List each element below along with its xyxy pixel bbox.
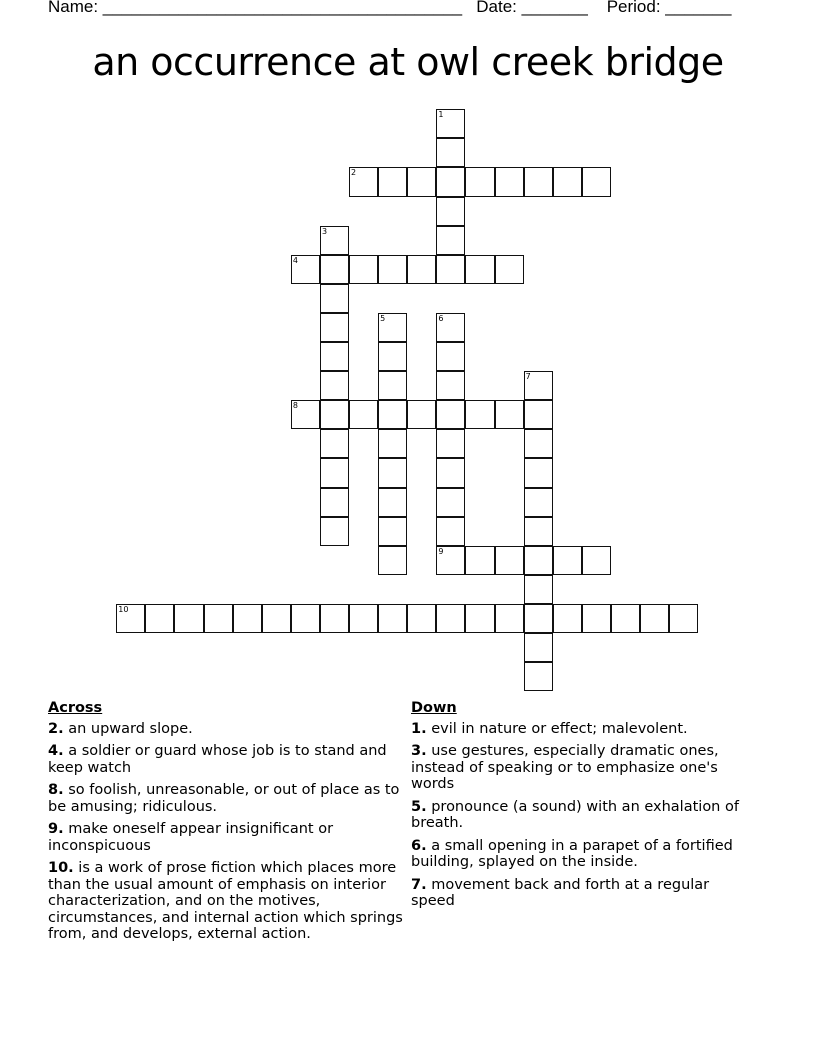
grid-cell[interactable]	[378, 429, 407, 458]
grid-cell[interactable]	[320, 313, 349, 342]
clue-text: is a work of prose fiction which places more than the usual amount of emphasis on interior characterization, and on the motives, circumstances, and internal action which springs from, and develops, external action.	[48, 860, 403, 942]
grid-cell[interactable]	[436, 458, 465, 487]
grid-cell[interactable]	[524, 488, 553, 517]
grid-cell[interactable]	[320, 342, 349, 371]
grid-cell[interactable]	[320, 371, 349, 400]
grid-cell[interactable]	[524, 458, 553, 487]
clue-number: 1.	[411, 720, 427, 737]
clue-text: a soldier or guard whose job is to stand and keep watch	[48, 743, 387, 776]
grid-cell[interactable]	[320, 255, 349, 284]
grid-cell[interactable]	[349, 255, 378, 284]
clue-text: make oneself appear insignificant or inconspicuous	[48, 821, 334, 854]
grid-cell[interactable]	[495, 167, 524, 196]
grid-cell[interactable]	[669, 604, 698, 633]
grid-cell[interactable]	[465, 255, 494, 284]
clue-number-label: 2	[351, 168, 357, 178]
grid-cell[interactable]	[436, 342, 465, 371]
clue-number: 4.	[48, 743, 64, 759]
grid-cell[interactable]	[436, 400, 465, 429]
grid-cell[interactable]	[378, 488, 407, 517]
clue-number-label: 6	[438, 313, 444, 323]
clue-number: 6.	[411, 837, 427, 854]
grid-cell[interactable]	[378, 604, 407, 633]
grid-cell[interactable]	[553, 546, 582, 575]
grid-cell[interactable]	[378, 400, 407, 429]
grid-cell[interactable]	[320, 284, 349, 313]
grid-cell[interactable]	[320, 488, 349, 517]
grid-cell[interactable]	[436, 138, 465, 167]
grid-cell[interactable]	[145, 604, 174, 633]
grid-cell[interactable]	[436, 546, 465, 575]
date-field-label[interactable]: Date: _______	[476, 0, 588, 16]
grid-cell[interactable]	[291, 400, 320, 429]
clue-across-9	[48, 821, 408, 854]
grid-cell[interactable]	[407, 604, 436, 633]
clue-number: 9.	[48, 821, 64, 837]
grid-cell[interactable]	[407, 400, 436, 429]
grid-cell[interactable]	[436, 371, 465, 400]
clue-across-2	[48, 721, 408, 738]
grid-cell[interactable]	[436, 517, 465, 546]
grid-cell[interactable]	[291, 255, 320, 284]
grid-cell[interactable]	[524, 371, 553, 400]
down-clues	[411, 700, 756, 916]
clue-text: pronounce (a sound) with an exhalation of breath.	[411, 798, 739, 831]
grid-cell[interactable]	[582, 546, 611, 575]
clue-number: 5.	[411, 798, 427, 815]
clue-number-label: 1	[438, 110, 444, 120]
clue-number: 3.	[411, 743, 427, 759]
grid-cell[interactable]	[320, 226, 349, 255]
grid-cell[interactable]	[524, 633, 553, 662]
grid-cell[interactable]	[553, 167, 582, 196]
clue-number-label: 10	[118, 604, 129, 614]
down-heading: Down	[411, 700, 457, 716]
clue-text: use gestures, especially dramatic ones, instead of speaking or to emphasize one's words	[411, 743, 719, 792]
grid-cell[interactable]	[495, 255, 524, 284]
grid-cell[interactable]	[116, 604, 145, 633]
grid-cell[interactable]	[495, 604, 524, 633]
clue-across-4	[48, 743, 408, 776]
grid-cell[interactable]	[378, 342, 407, 371]
grid-cell[interactable]	[524, 400, 553, 429]
grid-cell[interactable]	[465, 400, 494, 429]
grid-cell[interactable]	[524, 662, 553, 691]
clue-number: 8.	[48, 782, 64, 798]
clue-text: a small opening in a parapet of a fortified building, splayed on the inside.	[411, 837, 733, 870]
grid-cell[interactable]	[204, 604, 233, 633]
clue-number-label: 8	[292, 401, 298, 411]
clue-text: so foolish, unreasonable, or out of place as to be amusing; ridiculous.	[48, 782, 400, 815]
grid-cell[interactable]	[174, 604, 203, 633]
grid-cell[interactable]	[378, 167, 407, 196]
grid-cell[interactable]	[465, 604, 494, 633]
clue-number-label: 3	[321, 226, 328, 236]
grid-cell[interactable]	[378, 313, 407, 342]
grid-cell[interactable]	[320, 517, 349, 546]
clue-number-label: 9	[438, 546, 444, 556]
grid-cell[interactable]	[524, 546, 553, 575]
clue-text: an upward slope.	[68, 720, 193, 737]
grid-cell[interactable]	[291, 604, 320, 633]
puzzle-title: an occurrence at owl creek bridge	[92, 40, 724, 84]
grid-cell[interactable]	[349, 604, 378, 633]
clue-text: movement back and forth at a regular speed	[411, 876, 710, 909]
grid-cell[interactable]	[378, 255, 407, 284]
clue-number-label: 5	[380, 313, 386, 323]
grid-cell[interactable]	[378, 546, 407, 575]
grid-cell[interactable]	[640, 604, 669, 633]
grid-cell[interactable]	[262, 604, 291, 633]
grid-cell[interactable]	[436, 604, 465, 633]
grid-cell[interactable]	[524, 167, 553, 196]
clue-down-5	[411, 799, 756, 832]
grid-cell[interactable]	[320, 604, 349, 633]
clue-down-3	[411, 743, 756, 793]
grid-cell[interactable]	[524, 604, 553, 633]
grid-cell[interactable]	[436, 226, 465, 255]
clue-number-label: 7	[525, 372, 531, 382]
clue-number: 10.	[48, 860, 74, 876]
grid-cell[interactable]	[320, 400, 349, 429]
clue-text: evil in nature or effect; malevolent.	[431, 720, 688, 737]
clue-number: 7.	[411, 876, 427, 893]
grid-cell[interactable]	[349, 167, 378, 196]
grid-cell[interactable]	[495, 400, 524, 429]
grid-cell[interactable]	[436, 109, 465, 138]
name-field-label[interactable]: Name: ______________________________________	[48, 0, 463, 16]
grid-cell[interactable]	[407, 255, 436, 284]
clue-across-10	[48, 860, 408, 943]
grid-cell[interactable]	[436, 313, 465, 342]
grid-cell[interactable]	[378, 458, 407, 487]
grid-cell[interactable]	[465, 167, 494, 196]
clue-number: 2.	[48, 720, 64, 737]
grid-cell[interactable]	[378, 517, 407, 546]
across-heading: Across	[48, 700, 103, 716]
grid-cell[interactable]	[407, 167, 436, 196]
grid-cell[interactable]	[436, 488, 465, 517]
worksheet-header	[48, 0, 731, 17]
grid-cell[interactable]	[320, 429, 349, 458]
clue-down-7	[411, 877, 756, 910]
grid-cell[interactable]	[524, 429, 553, 458]
grid-cell[interactable]	[465, 546, 494, 575]
grid-cell[interactable]	[611, 604, 640, 633]
period-field-label[interactable]: Period: _______	[606, 0, 732, 16]
grid-cell[interactable]	[495, 546, 524, 575]
grid-cell[interactable]	[582, 604, 611, 633]
clue-across-8	[48, 782, 408, 815]
grid-cell[interactable]	[436, 167, 465, 196]
grid-cell[interactable]	[320, 458, 349, 487]
grid-cell[interactable]	[524, 517, 553, 546]
grid-cell[interactable]	[524, 575, 553, 604]
across-clues	[48, 700, 408, 949]
grid-cell[interactable]	[436, 429, 465, 458]
grid-cell[interactable]	[436, 197, 465, 226]
clue-number-label: 4	[292, 255, 298, 265]
clue-down-6	[411, 838, 756, 871]
grid-cell[interactable]	[378, 371, 407, 400]
clue-down-1	[411, 721, 756, 738]
grid-cell[interactable]	[233, 604, 262, 633]
grid-cell[interactable]	[349, 400, 378, 429]
grid-cell[interactable]	[436, 255, 465, 284]
grid-cell[interactable]	[582, 167, 611, 196]
grid-cell[interactable]	[553, 604, 582, 633]
